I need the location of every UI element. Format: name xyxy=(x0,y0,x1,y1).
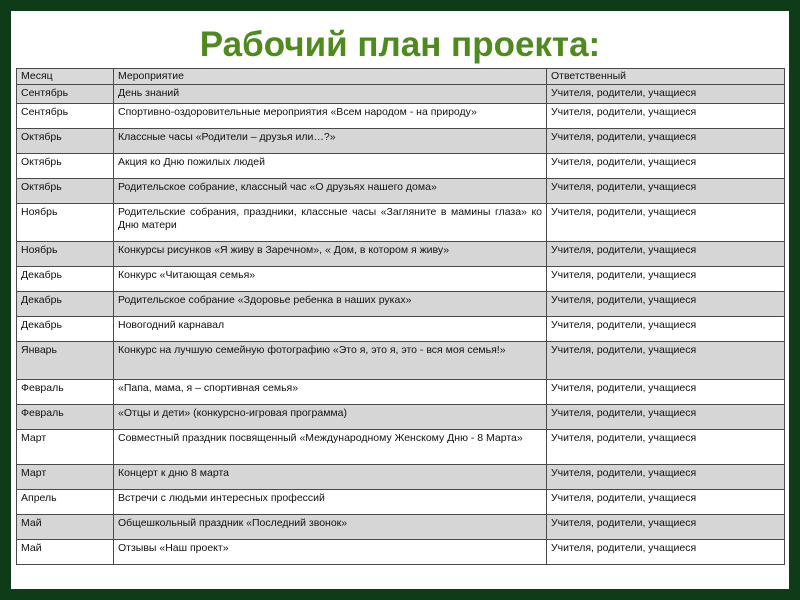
event-cell: Конкурс на лучшую семейную фотографию «Это я, это я, это - вся моя семья!» xyxy=(114,342,547,380)
responsible-cell: Учителя, родители, учащиеся xyxy=(547,465,785,490)
event-cell: Новогодний карнавал xyxy=(114,317,547,342)
responsible-cell: Учителя, родители, учащиеся xyxy=(547,204,785,242)
table-row xyxy=(17,104,785,129)
responsible-cell: Учителя, родители, учащиеся xyxy=(547,242,785,267)
event-cell: Акция ко Дню пожилых людей xyxy=(114,154,547,179)
table-row xyxy=(17,204,785,242)
header-month: Месяц xyxy=(17,69,114,85)
table-row xyxy=(17,85,785,104)
table-row xyxy=(17,267,785,292)
responsible-cell: Учителя, родители, учащиеся xyxy=(547,515,785,540)
table-row xyxy=(17,405,785,430)
month-cell: Сентябрь xyxy=(17,85,114,104)
event-cell: Конкурс «Читающая семья» xyxy=(114,267,547,292)
month-cell: Ноябрь xyxy=(17,204,114,242)
month-cell: Январь xyxy=(17,342,114,380)
month-cell: Февраль xyxy=(17,405,114,430)
responsible-cell: Учителя, родители, учащиеся xyxy=(547,342,785,380)
responsible-cell: Учителя, родители, учащиеся xyxy=(547,540,785,565)
table-row xyxy=(17,154,785,179)
table-row xyxy=(17,540,785,565)
table-row xyxy=(17,317,785,342)
event-cell: Родительское собрание «Здоровье ребенка в наших руках» xyxy=(114,292,547,317)
month-cell: Октябрь xyxy=(17,179,114,204)
month-cell: Март xyxy=(17,465,114,490)
responsible-cell: Учителя, родители, учащиеся xyxy=(547,292,785,317)
responsible-cell: Учителя, родители, учащиеся xyxy=(547,129,785,154)
month-cell: Декабрь xyxy=(17,292,114,317)
month-cell: Декабрь xyxy=(17,317,114,342)
event-cell: Конкурсы рисунков «Я живу в Заречном», « Дом, в котором я живу» xyxy=(114,242,547,267)
event-cell: Концерт к дню 8 марта xyxy=(114,465,547,490)
event-cell: Встречи с людьми интересных профессий xyxy=(114,490,547,515)
responsible-cell: Учителя, родители, учащиеся xyxy=(547,85,785,104)
event-cell: Спортивно-оздоровительные мероприятия «Всем народом - на природу» xyxy=(114,104,547,129)
responsible-cell: Учителя, родители, учащиеся xyxy=(547,154,785,179)
table-row xyxy=(17,179,785,204)
month-cell: Май xyxy=(17,540,114,565)
month-cell: Ноябрь xyxy=(17,242,114,267)
month-cell: Октябрь xyxy=(17,129,114,154)
month-cell: Май xyxy=(17,515,114,540)
event-cell: «Папа, мама, я – спортивная семья» xyxy=(114,380,547,405)
table-body xyxy=(17,85,785,565)
table-row xyxy=(17,465,785,490)
table-row xyxy=(17,490,785,515)
responsible-cell: Учителя, родители, учащиеся xyxy=(547,179,785,204)
month-cell: Февраль xyxy=(17,380,114,405)
month-cell: Апрель xyxy=(17,490,114,515)
event-cell: Родительские собрания, праздники, классные часы «Загляните в мамины глаза» ко Дню матери xyxy=(114,204,547,242)
responsible-cell: Учителя, родители, учащиеся xyxy=(547,267,785,292)
table-row xyxy=(17,430,785,465)
month-cell: Октябрь xyxy=(17,154,114,179)
slide xyxy=(11,11,789,589)
header-event: Мероприятие xyxy=(114,69,547,85)
event-cell: Отзывы «Наш проект» xyxy=(114,540,547,565)
responsible-cell: Учителя, родители, учащиеся xyxy=(547,380,785,405)
responsible-cell: Учителя, родители, учащиеся xyxy=(547,490,785,515)
responsible-cell: Учителя, родители, учащиеся xyxy=(547,405,785,430)
event-cell: Родительское собрание, классный час «О друзьях нашего дома» xyxy=(114,179,547,204)
table-row xyxy=(17,380,785,405)
header-responsible: Ответственный xyxy=(547,69,785,85)
project-plan-table xyxy=(16,68,785,565)
table-header-row xyxy=(17,69,785,85)
responsible-cell: Учителя, родители, учащиеся xyxy=(547,317,785,342)
table-row xyxy=(17,242,785,267)
table-row xyxy=(17,129,785,154)
event-cell: Классные часы «Родители – друзья или…?» xyxy=(114,129,547,154)
event-cell: День знаний xyxy=(114,85,547,104)
month-cell: Сентябрь xyxy=(17,104,114,129)
responsible-cell: Учителя, родители, учащиеся xyxy=(547,430,785,465)
event-cell: Совместный праздник посвященный «Международному Женскому Дню - 8 Марта» xyxy=(114,430,547,465)
table-row xyxy=(17,515,785,540)
slide-title: Рабочий план проекта: xyxy=(199,25,601,64)
table-row xyxy=(17,292,785,317)
table-row xyxy=(17,342,785,380)
event-cell: Общешкольный праздник «Последний звонок» xyxy=(114,515,547,540)
month-cell: Март xyxy=(17,430,114,465)
responsible-cell: Учителя, родители, учащиеся xyxy=(547,104,785,129)
month-cell: Декабрь xyxy=(17,267,114,292)
event-cell: «Отцы и дети» (конкурсно-игровая программа) xyxy=(114,405,547,430)
